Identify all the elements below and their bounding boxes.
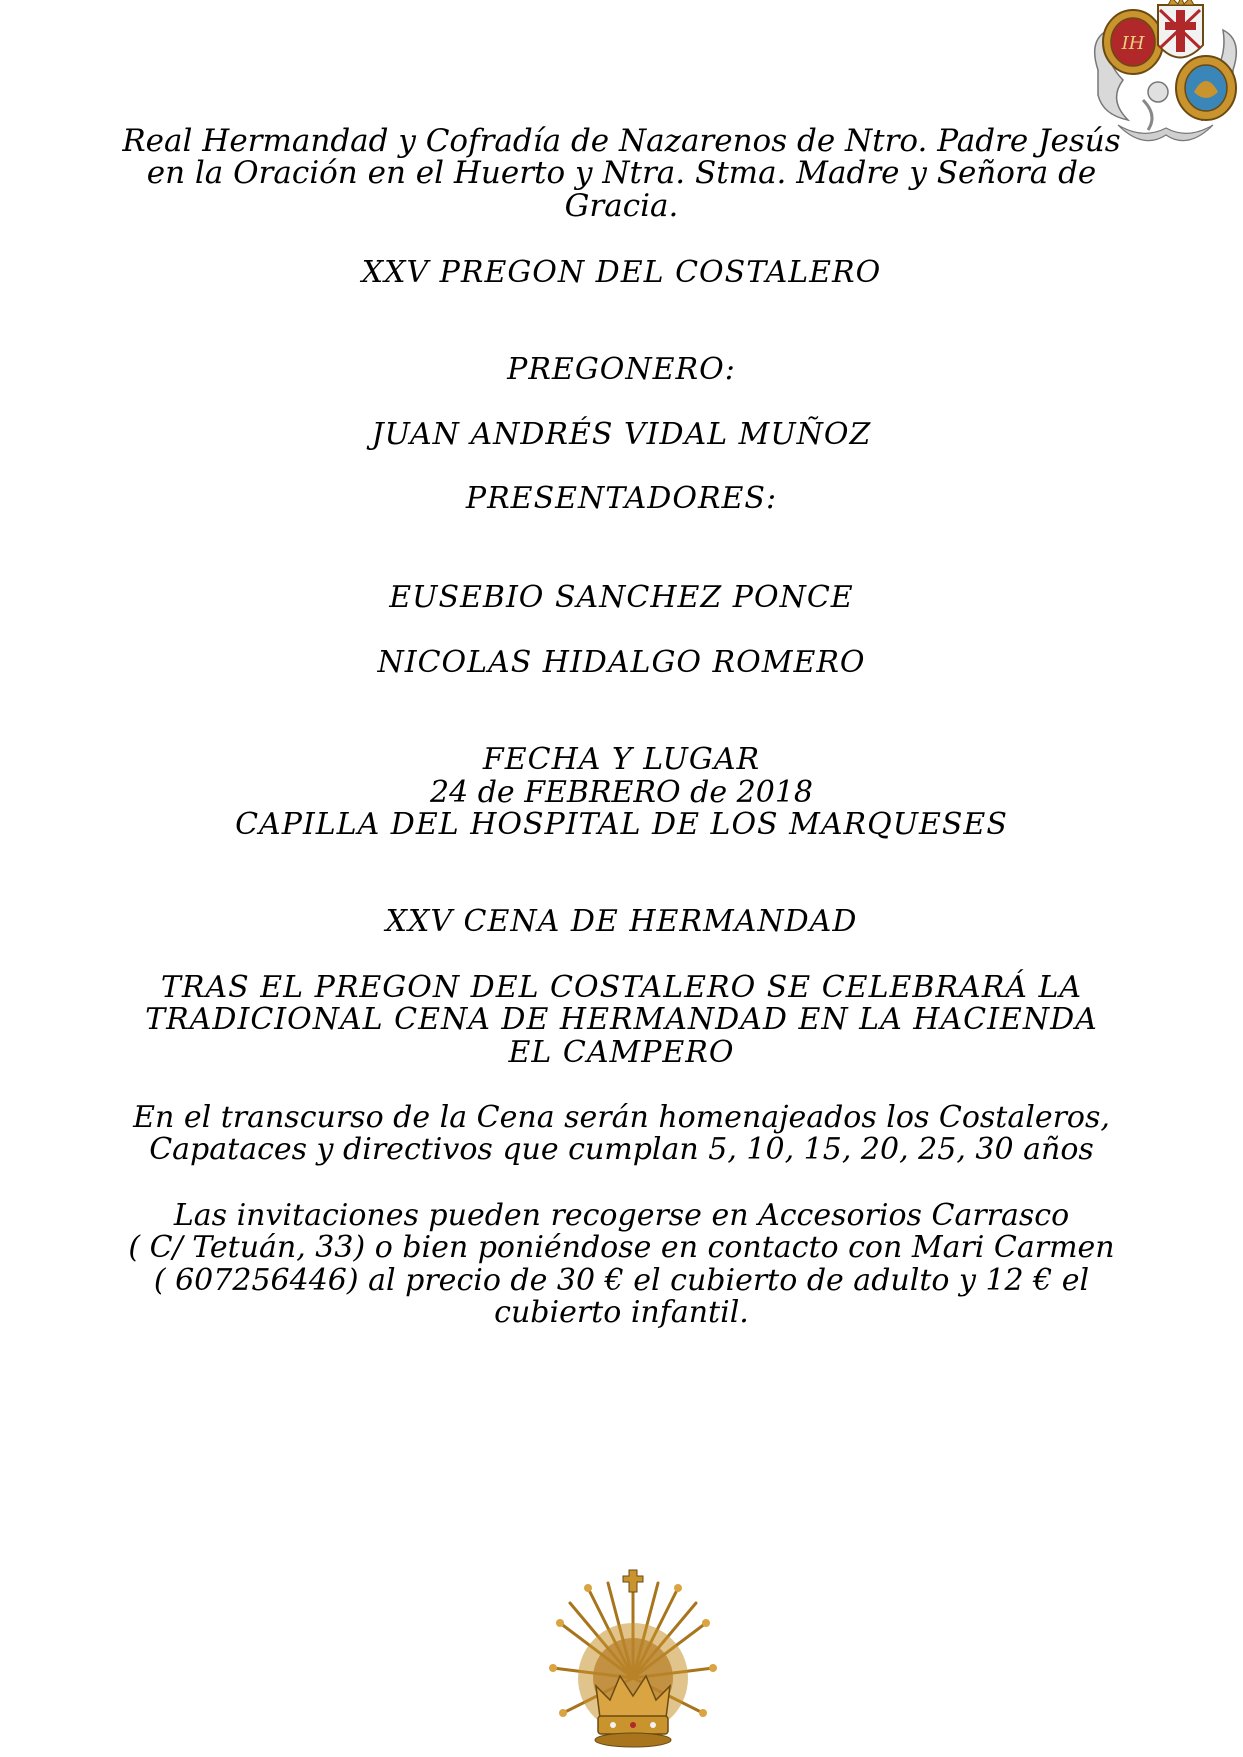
- invitaciones-text-line-2: ( C/ Tetuán, 33) o bien poniéndose en contacto con Mari Carmen: [128, 1230, 1115, 1265]
- event-place: CAPILLA DEL HOSPITAL DE LOS MARQUESES: [235, 807, 1008, 842]
- invitaciones-text-line-4: cubierto infantil.: [494, 1295, 749, 1330]
- heading-line-1: Real Hermandad y Cofradía de Nazarenos de Ntro. Padre Jesús: [122, 123, 1121, 159]
- cena-text-line-1: TRAS EL PREGON DEL COSTALERO SE CELEBRARÁ LA: [160, 970, 1083, 1005]
- pregon-title: XXV PREGON DEL COSTALERO: [361, 255, 882, 290]
- pregonero-name: JUAN ANDRÉS VIDAL MUÑOZ: [371, 417, 872, 452]
- homenaje-text-line-2: Capataces y directivos que cumplan 5, 10, 15, 20, 25, 30 años: [149, 1132, 1094, 1167]
- crown-image: [548, 1568, 718, 1757]
- svg-text:IH: IH: [1121, 33, 1145, 54]
- pregonero-label: PREGONERO:: [507, 352, 736, 387]
- fecha-lugar-label: FECHA Y LUGAR: [482, 742, 761, 777]
- presentador-name-2: NICOLAS HIDALGO ROMERO: [377, 645, 866, 680]
- heading-line-3: Gracia.: [564, 188, 679, 224]
- cena-text-line-2: TRADICIONAL CENA DE HERMANDAD EN LA HACIENDA: [145, 1002, 1098, 1037]
- cena-text-line-3: EL CAMPERO: [508, 1035, 735, 1070]
- homenaje-text-line-1: En el transcurso de la Cena serán homenajeados los Costaleros,: [133, 1100, 1110, 1135]
- invitaciones-text-line-1: Las invitaciones pueden recogerse en Accesorios Carrasco: [173, 1198, 1070, 1233]
- presentador-name-1: EUSEBIO SANCHEZ PONCE: [389, 580, 854, 615]
- invitaciones-text-line-3: ( 607256446) al precio de 30 € el cubierto de adulto y 12 € el: [153, 1263, 1090, 1298]
- heading-line-2: en la Oración en el Huerto y Ntra. Stma. Madre y Señora de: [146, 155, 1097, 191]
- cena-title: XXV CENA DE HERMANDAD: [385, 904, 858, 939]
- presentadores-label: PRESENTADORES:: [465, 481, 778, 516]
- event-date: 24 de FEBRERO de 2018: [429, 775, 813, 810]
